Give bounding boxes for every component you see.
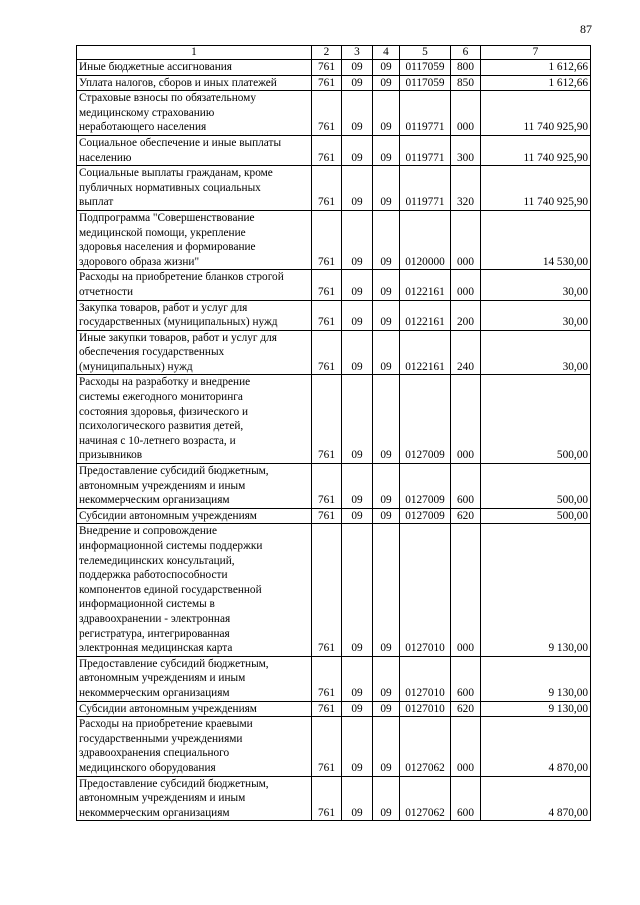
column-header: 3	[342, 46, 373, 60]
cell-col4: 09	[373, 60, 400, 76]
cell-col5: 0120000	[400, 210, 451, 269]
cell-col6: 000	[451, 375, 481, 464]
cell-name: Субсидии автономным учреждениям	[77, 508, 312, 524]
cell-amount: 1 612,66	[481, 75, 591, 91]
cell-name: Предоставление субсидий бюджетным, автономным учреждениям и иным некоммерческим организациям	[77, 776, 312, 821]
cell-col4: 09	[373, 776, 400, 821]
cell-col4: 09	[373, 166, 400, 211]
column-header: 6	[451, 46, 481, 60]
cell-col5: 0127062	[400, 717, 451, 776]
cell-col3: 09	[342, 210, 373, 269]
cell-col2: 761	[312, 701, 342, 717]
cell-col5: 0119771	[400, 166, 451, 211]
cell-col5: 0117059	[400, 60, 451, 76]
cell-col4: 09	[373, 508, 400, 524]
cell-col4: 09	[373, 524, 400, 656]
cell-amount: 30,00	[481, 300, 591, 330]
cell-col6: 620	[451, 508, 481, 524]
cell-col4: 09	[373, 210, 400, 269]
cell-col2: 761	[312, 166, 342, 211]
cell-col4: 09	[373, 270, 400, 300]
page-number: 87	[580, 22, 592, 36]
cell-col3: 09	[342, 135, 373, 165]
cell-col3: 09	[342, 524, 373, 656]
cell-col6: 200	[451, 300, 481, 330]
cell-col6: 600	[451, 776, 481, 821]
cell-col2: 761	[312, 210, 342, 269]
cell-col2: 761	[312, 330, 342, 375]
cell-name: Уплата налогов, сборов и иных платежей	[77, 75, 312, 91]
table-row	[77, 776, 591, 821]
cell-col4: 09	[373, 717, 400, 776]
cell-col2: 761	[312, 656, 342, 701]
cell-col6: 300	[451, 135, 481, 165]
cell-name: Подпрограмма "Совершенствование медицинской помощи, укрепление здоровья населения и формирование здорового образа жизни"	[77, 210, 312, 269]
cell-col5: 0127009	[400, 508, 451, 524]
cell-col6: 320	[451, 166, 481, 211]
table-row	[77, 270, 591, 300]
cell-col5: 0127010	[400, 701, 451, 717]
cell-col2: 761	[312, 524, 342, 656]
table-row	[77, 60, 591, 76]
cell-amount: 30,00	[481, 270, 591, 300]
cell-amount: 11 740 925,90	[481, 166, 591, 211]
cell-col4: 09	[373, 464, 400, 509]
cell-col4: 09	[373, 300, 400, 330]
cell-col2: 761	[312, 91, 342, 136]
cell-name: Предоставление субсидий бюджетным, автономным учреждениям и иным некоммерческим организациям	[77, 464, 312, 509]
table-row	[77, 701, 591, 717]
column-header: 2	[312, 46, 342, 60]
cell-col5: 0127062	[400, 776, 451, 821]
cell-col2: 761	[312, 776, 342, 821]
cell-name: Расходы на разработку и внедрение системы ежегодного мониторинга состояния здоровья, физического и психологического развития детей, начиная с 10-летнего возраста, и призывников	[77, 375, 312, 464]
cell-col2: 761	[312, 717, 342, 776]
cell-col4: 09	[373, 330, 400, 375]
cell-col3: 09	[342, 330, 373, 375]
budget-table	[76, 45, 591, 821]
cell-amount: 1 612,66	[481, 60, 591, 76]
cell-col6: 620	[451, 701, 481, 717]
cell-name: Расходы на приобретение бланков строгой отчетности	[77, 270, 312, 300]
cell-col3: 09	[342, 91, 373, 136]
cell-col5: 0117059	[400, 75, 451, 91]
cell-col3: 09	[342, 60, 373, 76]
header-row	[77, 46, 591, 60]
table-row	[77, 524, 591, 656]
cell-col3: 09	[342, 464, 373, 509]
table-row	[77, 375, 591, 464]
cell-col4: 09	[373, 91, 400, 136]
cell-col2: 761	[312, 464, 342, 509]
cell-col6: 000	[451, 524, 481, 656]
cell-col6: 600	[451, 464, 481, 509]
cell-col3: 09	[342, 375, 373, 464]
cell-name: Предоставление субсидий бюджетным, автономным учреждениям и иным некоммерческим организациям	[77, 656, 312, 701]
cell-name: Расходы на приобретение краевыми государственными учреждениями здравоохранения специального медицинского оборудования	[77, 717, 312, 776]
table-row	[77, 166, 591, 211]
cell-col6: 000	[451, 717, 481, 776]
cell-col5: 0119771	[400, 91, 451, 136]
table-row	[77, 75, 591, 91]
column-header: 1	[77, 46, 312, 60]
cell-amount: 9 130,00	[481, 656, 591, 701]
cell-amount: 500,00	[481, 508, 591, 524]
cell-name: Внедрение и сопровождение информационной системы поддержки телемедицинских консультаций, поддержка работоспособности компонентов единой государственной информационной системы в здравоохранении - электронная регистратура, интегрированная электронная медицинская карта	[77, 524, 312, 656]
cell-name: Закупка товаров, работ и услуг для государственных (муниципальных) нужд	[77, 300, 312, 330]
column-header: 4	[373, 46, 400, 60]
cell-col6: 850	[451, 75, 481, 91]
table-row	[77, 464, 591, 509]
table-row	[77, 135, 591, 165]
cell-amount: 30,00	[481, 330, 591, 375]
cell-col2: 761	[312, 75, 342, 91]
cell-col4: 09	[373, 135, 400, 165]
table-row	[77, 300, 591, 330]
cell-col3: 09	[342, 300, 373, 330]
cell-col5: 0122161	[400, 300, 451, 330]
cell-name: Страховые взносы по обязательному медицинскому страхованию неработающего населения	[77, 91, 312, 136]
cell-col3: 09	[342, 270, 373, 300]
cell-col3: 09	[342, 701, 373, 717]
column-header: 7	[481, 46, 591, 60]
cell-col5: 0122161	[400, 330, 451, 375]
cell-amount: 14 530,00	[481, 210, 591, 269]
cell-col2: 761	[312, 270, 342, 300]
table-row	[77, 210, 591, 269]
table-row	[77, 91, 591, 136]
cell-col2: 761	[312, 508, 342, 524]
cell-col3: 09	[342, 717, 373, 776]
cell-name: Иные бюджетные ассигнования	[77, 60, 312, 76]
cell-name: Иные закупки товаров, работ и услуг для обеспечения государственных (муниципальных) нужд	[77, 330, 312, 375]
cell-name: Субсидии автономным учреждениям	[77, 701, 312, 717]
cell-name: Социальные выплаты гражданам, кроме публичных нормативных социальных выплат	[77, 166, 312, 211]
cell-col5: 0122161	[400, 270, 451, 300]
cell-col5: 0119771	[400, 135, 451, 165]
table-row	[77, 717, 591, 776]
cell-col6: 600	[451, 656, 481, 701]
cell-amount: 4 870,00	[481, 717, 591, 776]
cell-col5: 0127010	[400, 524, 451, 656]
cell-col2: 761	[312, 300, 342, 330]
cell-col6: 000	[451, 210, 481, 269]
table-row	[77, 508, 591, 524]
cell-amount: 11 740 925,90	[481, 91, 591, 136]
cell-col3: 09	[342, 776, 373, 821]
cell-col3: 09	[342, 508, 373, 524]
cell-col2: 761	[312, 375, 342, 464]
cell-col3: 09	[342, 656, 373, 701]
cell-col6: 000	[451, 270, 481, 300]
cell-col6: 800	[451, 60, 481, 76]
cell-amount: 11 740 925,90	[481, 135, 591, 165]
cell-col4: 09	[373, 375, 400, 464]
cell-col5: 0127010	[400, 656, 451, 701]
cell-col5: 0127009	[400, 375, 451, 464]
table-row	[77, 330, 591, 375]
cell-col6: 240	[451, 330, 481, 375]
cell-col6: 000	[451, 91, 481, 136]
cell-amount: 500,00	[481, 375, 591, 464]
table-row	[77, 656, 591, 701]
column-header: 5	[400, 46, 451, 60]
cell-amount: 9 130,00	[481, 701, 591, 717]
cell-col2: 761	[312, 135, 342, 165]
cell-col3: 09	[342, 75, 373, 91]
cell-col3: 09	[342, 166, 373, 211]
cell-col4: 09	[373, 656, 400, 701]
table-body	[77, 60, 591, 821]
cell-col5: 0127009	[400, 464, 451, 509]
cell-col4: 09	[373, 75, 400, 91]
cell-amount: 500,00	[481, 464, 591, 509]
cell-col4: 09	[373, 701, 400, 717]
cell-amount: 9 130,00	[481, 524, 591, 656]
cell-amount: 4 870,00	[481, 776, 591, 821]
cell-name: Социальное обеспечение и иные выплаты населению	[77, 135, 312, 165]
cell-col2: 761	[312, 60, 342, 76]
